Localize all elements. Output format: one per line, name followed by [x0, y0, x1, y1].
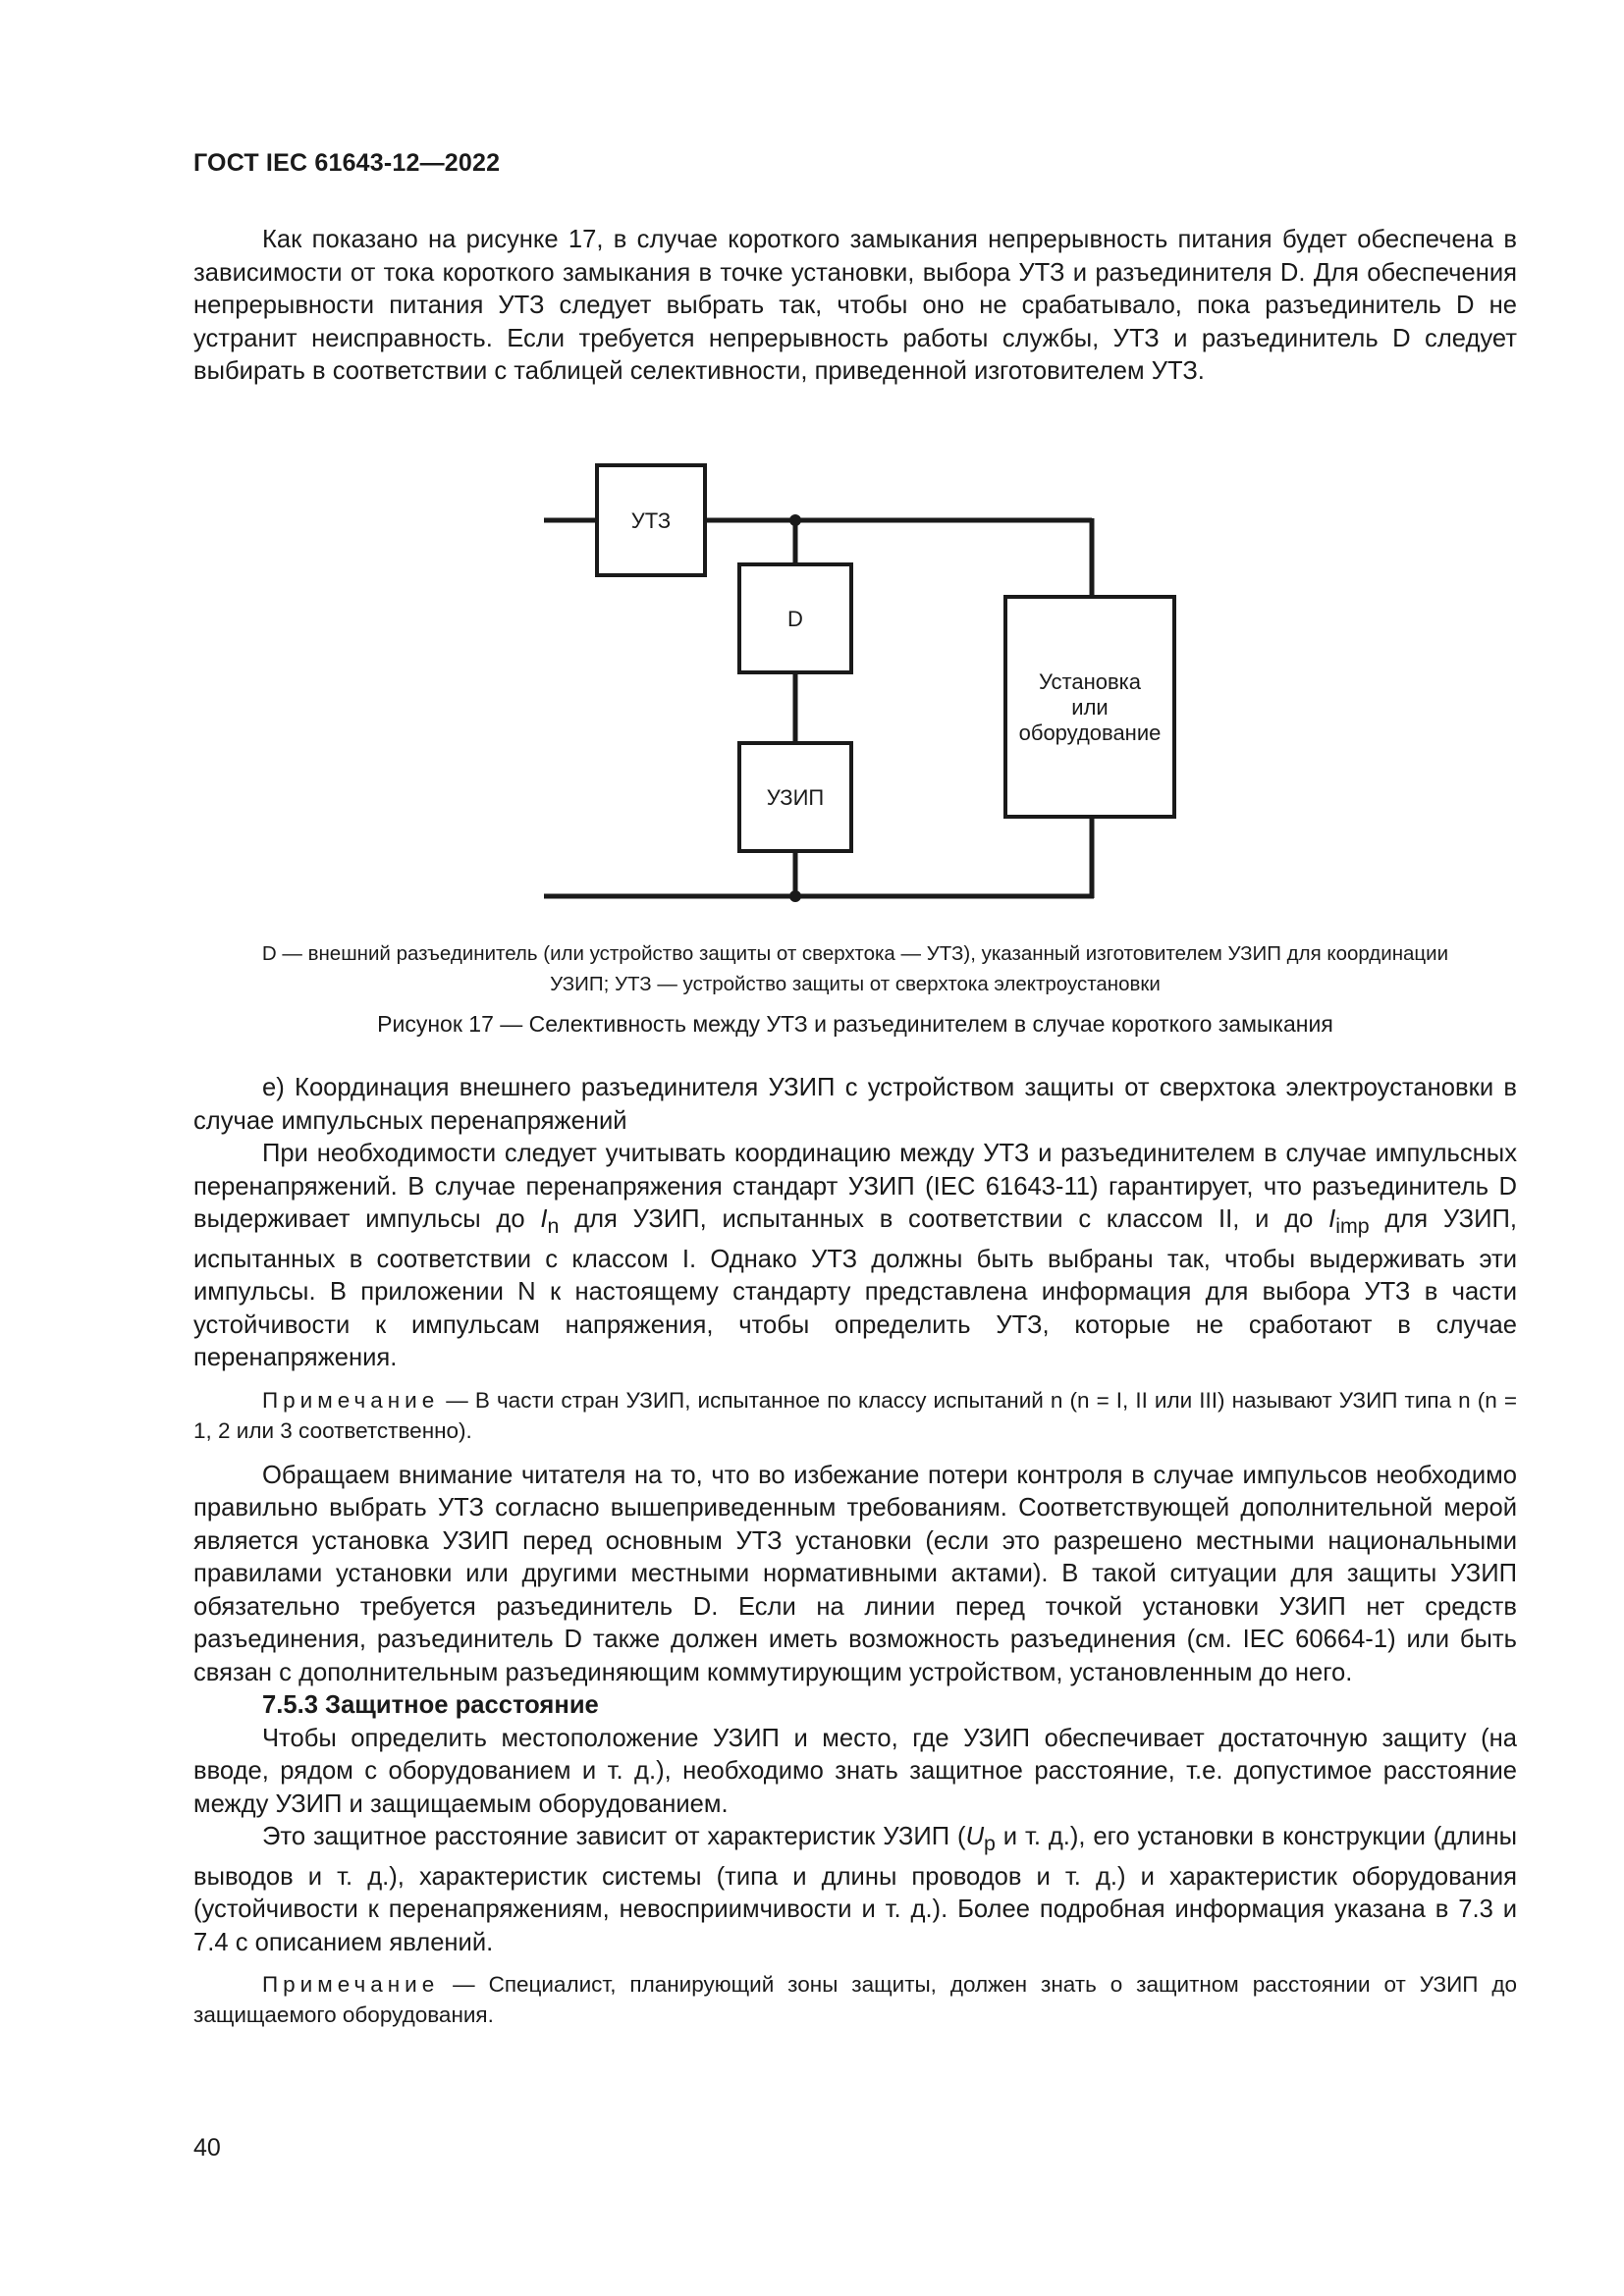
intro-paragraph: Как показано на рисунке 17, в случае короткого замыкания непрерывность питания будет обеспечена в зависимости от тока короткого замыкания в точке установки, выбора УТЗ и разъединителя D. Для обеспечения непрерывности питания УТЗ следует выбрать так, чтобы оно не срабатывало, пока разъединитель D не устранит неисправность. Если требуется непрерывность работы службы, УТЗ и разъединитель D следует выбирать в соответствии с таблицей селективности, приведенной изготовителем УТЗ. [193, 226, 1517, 385]
item-e: е) Координация внешнего разъединителя УЗИП с устройством защиты от сверхтока электроустановки в случае импульсных перенапряжений [193, 1074, 1517, 1135]
figure-caption-block [193, 1011, 1517, 1038]
legend-line-1: D — внешний разъединитель (или устройство защиты от сверхтока — УТЗ), указанный изготовителем УЗИП для координации [261, 942, 1449, 965]
figure-caption: Рисунок 17 — Селективность между УТЗ и разъединителем в случае короткого замыкания [377, 1011, 1333, 1037]
label-install-1: Установка [1039, 669, 1141, 694]
intro-paragraph-block [193, 224, 1517, 389]
label-d: D [787, 607, 803, 631]
note-2-label: Примечание [262, 1972, 440, 1998]
main-text-block [193, 1072, 1517, 2030]
paragraph-distance-depends: Это защитное расстояние зависит от характеристик УЗИП ($U_p$ и т. д.), его установки в конструкции (длины выводов и т. д.), характеристик системы (типа и длины проводов и т. д.) и характеристик оборудования (устойчивости к перенапряжениям, невосприимчивости и т. д.). Более подробная информация указана в 7.3 и 7.4 с описанием явлений. [193, 1823, 1517, 1956]
note-1: Примечание — В части стран УЗИП, испытанное по классу испытаний n (n = I, II или III) называют УЗИП типа n (n = 1, 2 или 3 соответственно). [193, 1387, 1517, 1443]
junction-top [789, 514, 801, 526]
label-install-2: или [1071, 695, 1109, 720]
paragraph-attention: Обращаем внимание читателя на то, что во избежание потери контроля в случае импульсов необходимо правильно выбрать УТЗ согласно вышеприведенным требованиям. Соответствующей дополнительной мерой является установка УЗИП перед основным УТЗ установки (если это разрешено местными национальными правилами установки или другими местными нормативными актами). В такой ситуации для защиты УЗИП обязательно требуется разъединитель D. Если на линии перед точкой установки УЗИП нет средств разъединения, разъединитель D также должен иметь возможность разъединения (см. IEC 60664-1) или быть связан с дополнительным разъединяющим коммутирующим устройством, установленным до него. [193, 1461, 1517, 1686]
note-2: Примечание — Специалист, планирующий зоны защиты, должен знать о защитном расстоянии от УЗИП до защищаемого оборудования. [193, 1972, 1517, 2028]
junction-bottom [789, 890, 801, 902]
label-uzip: УЗИП [766, 785, 825, 810]
figure-17-diagram [530, 452, 1198, 913]
note-1-label: Примечание [262, 1387, 440, 1413]
section-heading-7-5-3: 7.5.3 Защитное расстояние [262, 1691, 599, 1720]
paragraph-protection-distance: Чтобы определить местоположение УЗИП и место, где УЗИП обеспечивает достаточную защиту (на вводе, рядом с оборудованием и т. д.), необходимо знать защитное расстояние, т.е. допустимое расстояние между УЗИП и защищаемым оборудованием. [193, 1724, 1517, 1818]
legend-line-2: УЗИП; УТЗ — устройство защиты от сверхтока электроустановки [550, 973, 1161, 995]
paragraph-coordination: При необходимости следует учитывать координацию между УТЗ и разъединителем в случае импульсных перенапряжений. В случае перенапряжения стандарт УЗИП (IEC 61643-11) гарантирует, что разъединитель D выдерживает импульсы до $I_n$ для УЗИП, испытанных в соответствии с классом II, и до $I_{imp}$ для УЗИП, испытанных в соответствии с классом I. Однако УТЗ должны быть выбраны так, чтобы выдерживать эти импульсы. В приложении N к настоящему стандарту представлена информация для выбора УТЗ в части устойчивости к импульсам напряжения, чтобы определить УТЗ, которые не сработают в случае перенапряжения. [193, 1140, 1517, 1372]
label-utz: УТЗ [630, 508, 672, 533]
figure-legend [193, 938, 1517, 999]
document-header: ГОСТ IEC 61643-12—2022 [193, 149, 501, 177]
label-install-3: оборудование [1018, 721, 1162, 745]
page-number: 40 [193, 2134, 221, 2162]
